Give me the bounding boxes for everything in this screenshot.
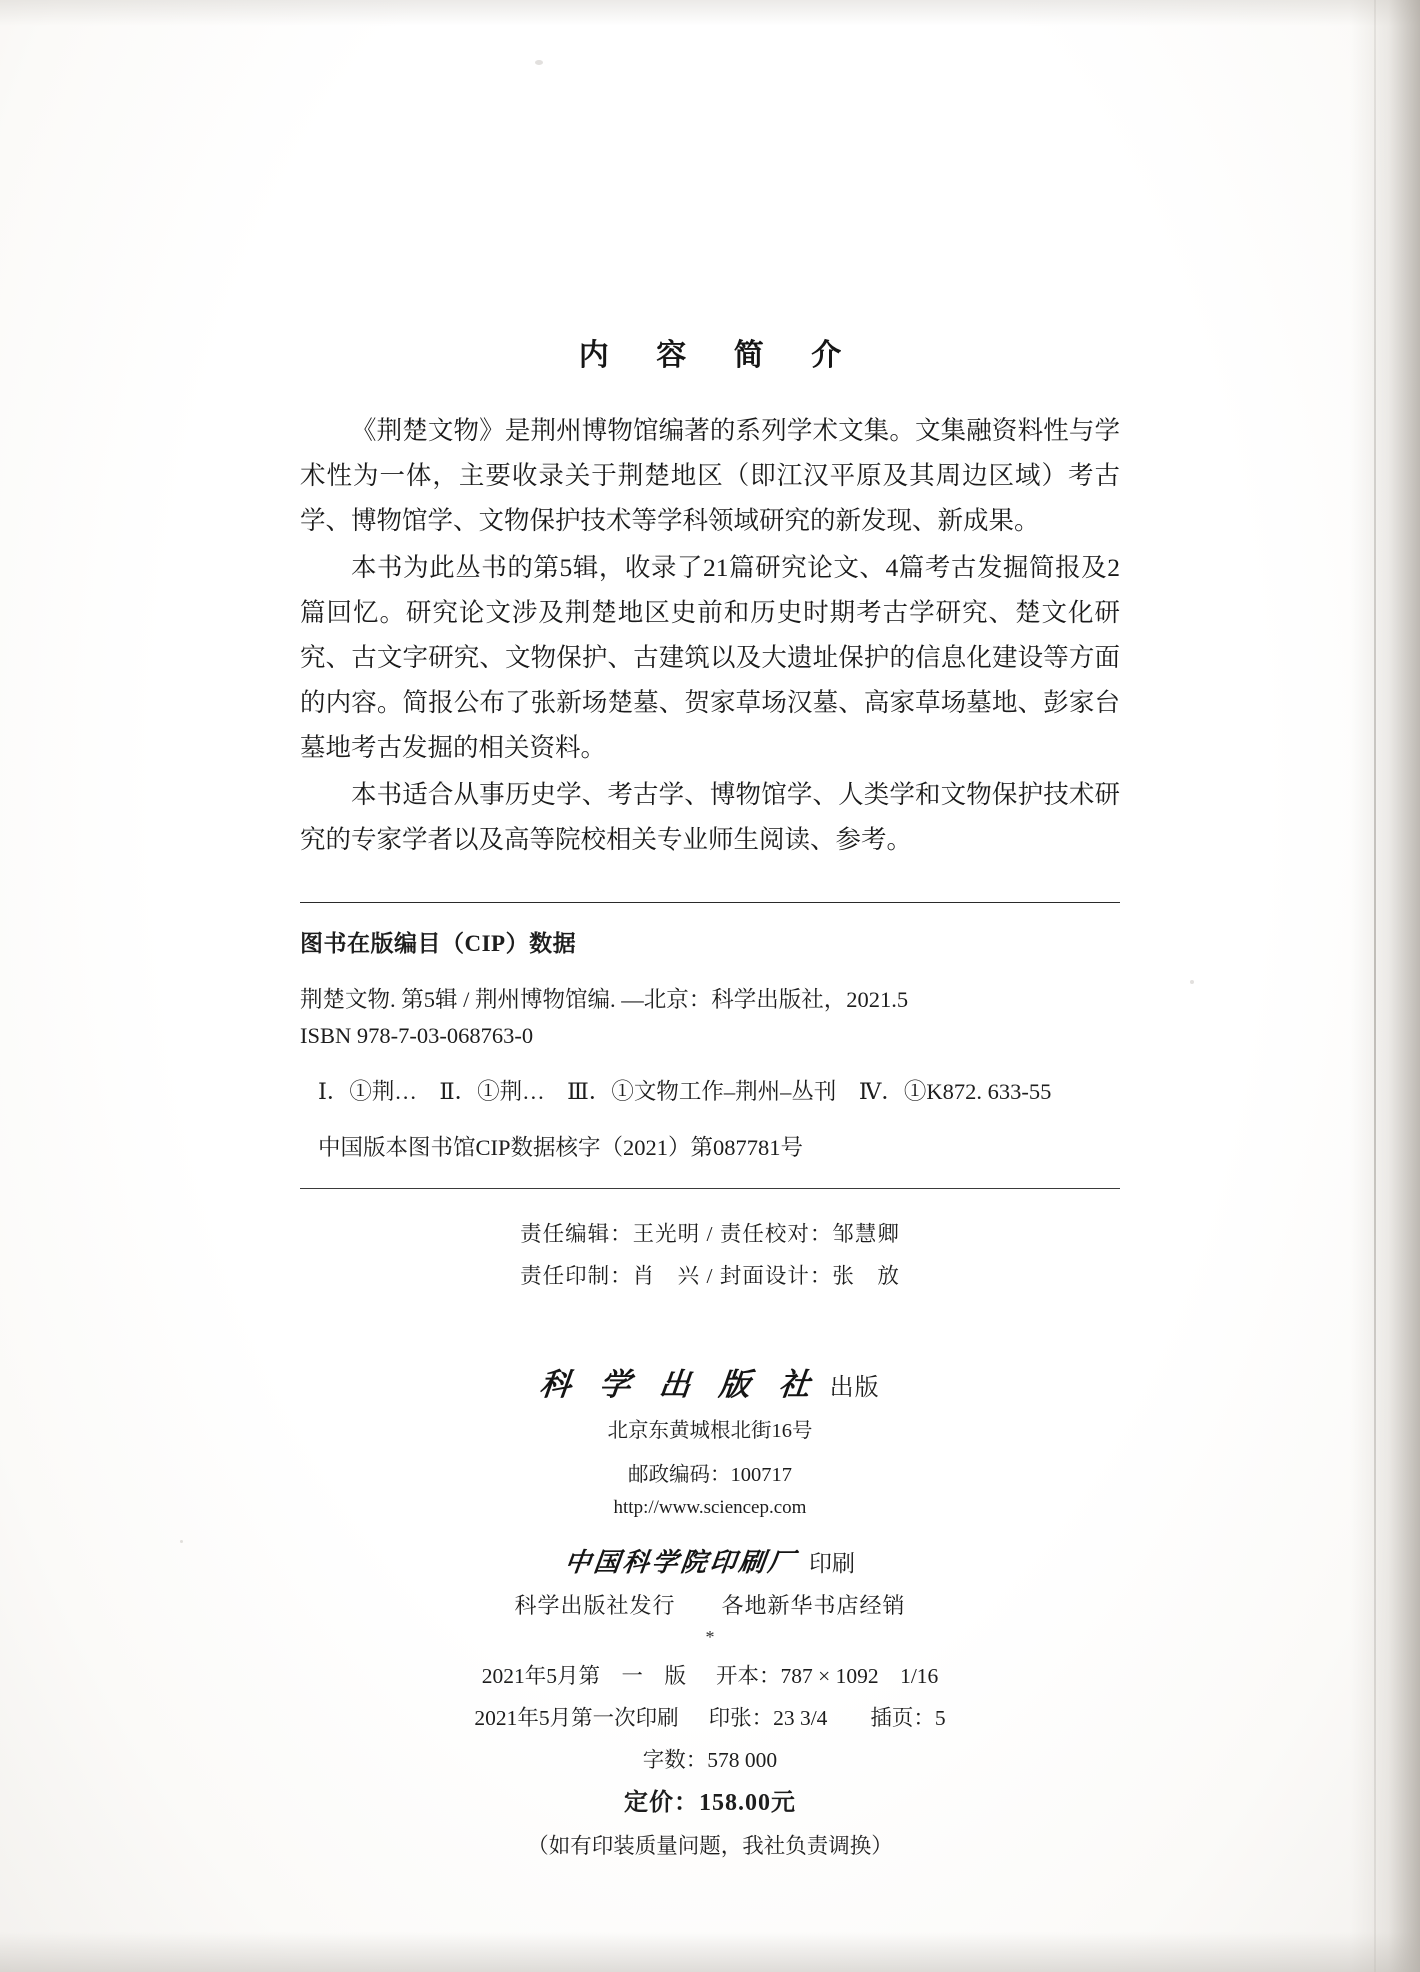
summary-paragraph-2: 本书为此丛书的第5辑，收录了21篇研究论文、4篇考古发掘简报及2篇回忆。研究论文涉及荆楚地区史前和历史时期考古学研究、楚文化研究、古文字研究、文物保护、古建筑以及大遗址保护的信息化建设等方面的内容。简报公布了张新场楚墓、贺家草场汉墓、高家草场墓地、彭家台墓地考古发掘的相关资料。 <box>300 553 1120 762</box>
page-edge-fold-line <box>1374 0 1376 1972</box>
word-count: 字数：578 000 <box>642 1748 778 1772</box>
publisher-logo: 科 学 出 版 社 <box>538 1367 822 1403</box>
cip-heading: 图书在版编目（CIP）数据 <box>300 931 577 956</box>
ornament-separator: * <box>705 1627 715 1647</box>
quality-note: （如有印装质量问题，我社负责调换） <box>527 1834 893 1858</box>
printing-date: 2021年5月第一次印刷 <box>474 1706 679 1730</box>
publisher-address: 北京东黄城根北街16号 <box>607 1420 813 1442</box>
paper-speck <box>180 1540 183 1543</box>
page-content <box>300 330 1120 1867</box>
cip-record <box>300 982 1120 1054</box>
printer-row <box>300 1542 1120 1579</box>
cip-bibliographic-line: 荆楚文物. 第5辑 / 荆州博物馆编. —北京：科学出版社，2021.5 <box>300 987 909 1012</box>
summary-paragraph-3: 本书适合从事历史学、考古学、博物馆学、人类学和文物保护技术研究的专家学者以及高等院校相关专业师生阅读、参考。 <box>300 780 1120 854</box>
publisher-row <box>300 1359 1120 1404</box>
distribution-line: 科学出版社发行 各地新华书店经销 <box>514 1593 906 1618</box>
print-spec-row <box>300 1697 1120 1739</box>
print-specs <box>300 1655 1120 1781</box>
publisher-postcode: 邮政编码：100717 <box>628 1464 792 1486</box>
staff-editor-line: 责任编辑：王光明 / 责任校对：邹慧卿 <box>520 1222 900 1246</box>
publisher-website: http://www.sciencep.com <box>613 1497 807 1518</box>
publisher-suffix: 出版 <box>829 1375 880 1401</box>
print-spec-row <box>300 1655 1120 1697</box>
divider-below-cip <box>300 1188 1120 1189</box>
paper-speck <box>535 60 543 65</box>
edition-date: 2021年5月第 一 版 <box>481 1664 686 1688</box>
page-title: 内 容 简 介 <box>578 339 862 372</box>
printer-logo: 中国科学院印刷厂 <box>562 1548 799 1578</box>
staff-printing-line: 责任印制：肖 兴 / 封面设计：张 放 <box>520 1264 900 1288</box>
page-edge-top-shading <box>0 0 1420 26</box>
page-edge-right-shading <box>1350 0 1420 1972</box>
cip-isbn: ISBN 978-7-03-068763-0 <box>300 1023 534 1048</box>
divider-above-cip <box>300 902 1120 903</box>
printer-suffix: 印刷 <box>809 1551 855 1576</box>
price: 定价：158.00元 <box>624 1790 796 1816</box>
page-edge-bottom-shading <box>0 1932 1420 1972</box>
summary-paragraph-1: 《荆楚文物》是荆州博物馆编著的系列学术文集。文集融资料性与学术性为一体，主要收录关于荆楚地区（即江汉平原及其周边区域）考古学、博物馆学、文物保护技术等学科领域研究的新发现、新成果。 <box>300 416 1120 535</box>
format-size: 开本：787 × 1092 1/16 <box>715 1664 939 1688</box>
cip-classification: Ⅰ．①荆… Ⅱ．①荆… Ⅲ．①文物工作–荆州–丛刊 Ⅳ．①K872. 633-55 <box>318 1079 1052 1104</box>
cip-core-number: 中国版本图书馆CIP数据核字（2021）第087781号 <box>318 1135 804 1160</box>
paper-speck <box>1190 980 1194 984</box>
sheets-inserts: 印张：23 3/4 插页：5 <box>708 1706 946 1730</box>
